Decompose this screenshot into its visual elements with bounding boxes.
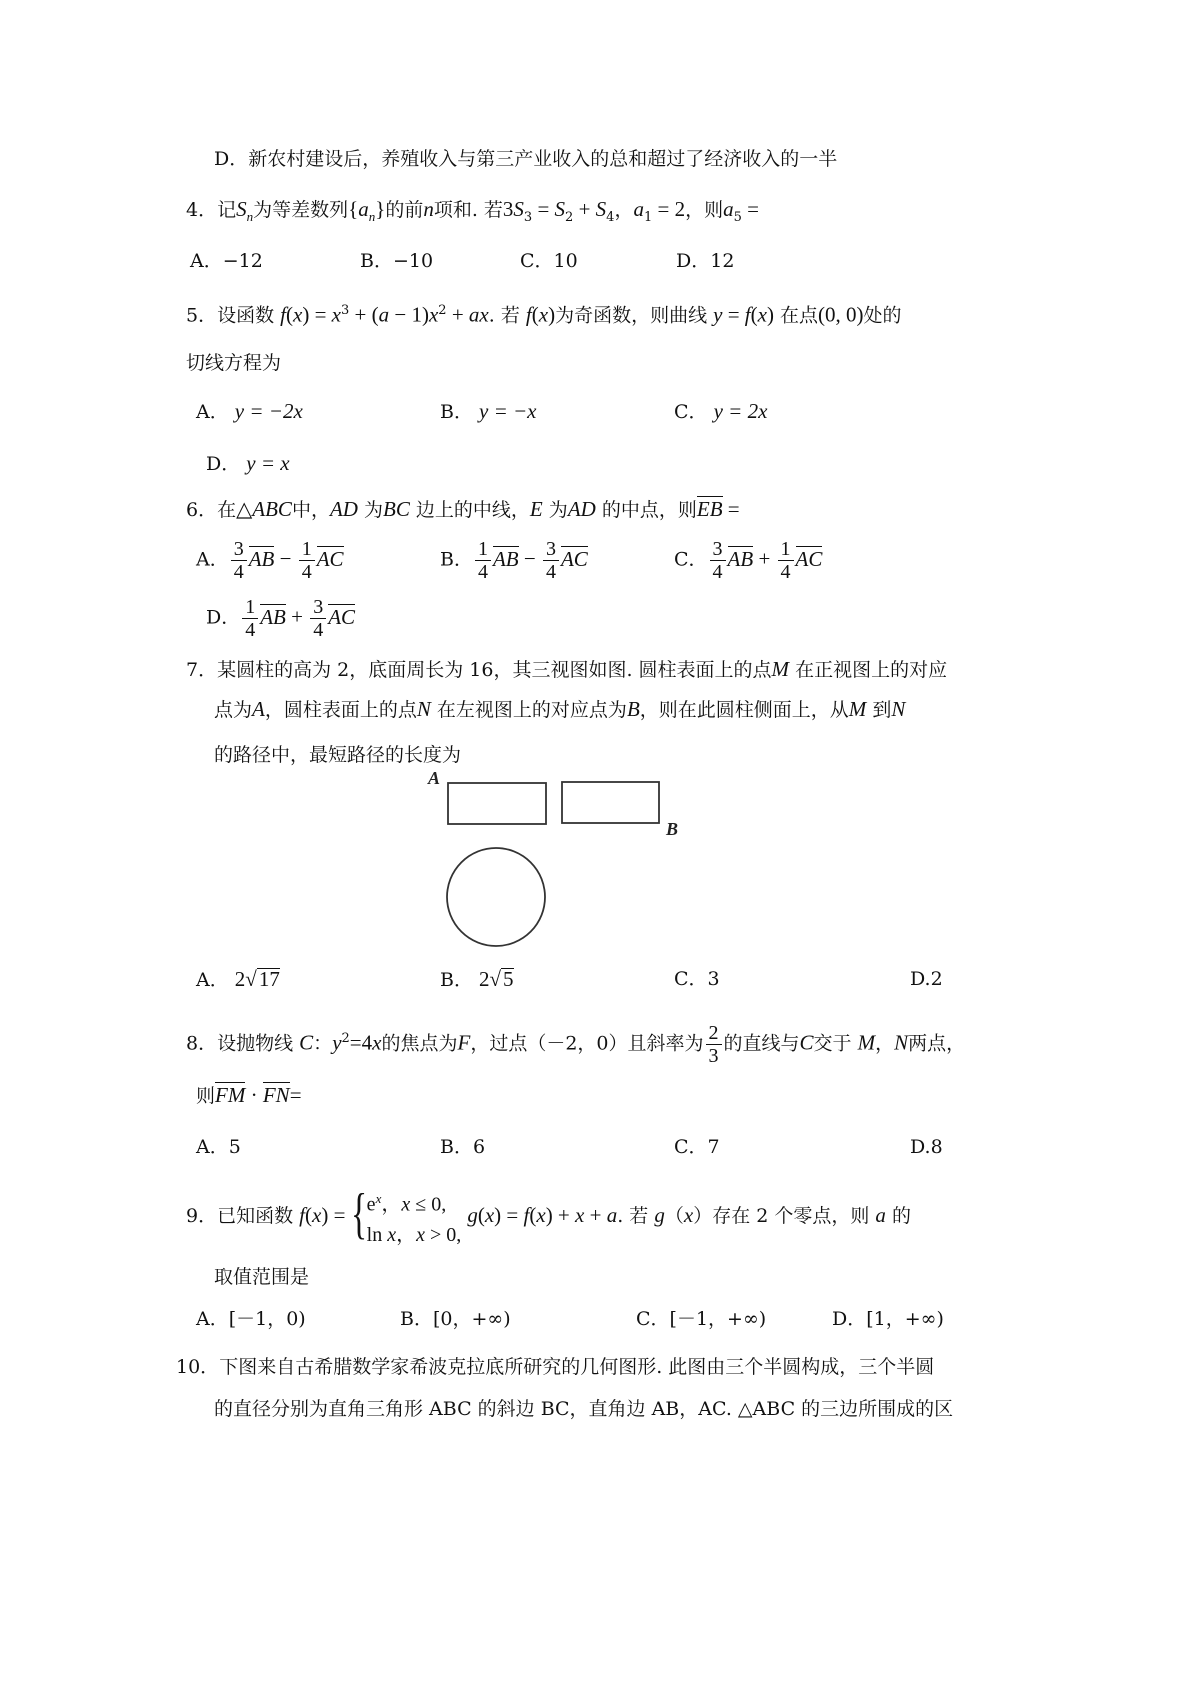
q9-text: （: [664, 1204, 684, 1227]
q6-text: 边上的中线，: [415, 499, 530, 521]
q7-option-c[interactable]: C．3: [674, 968, 720, 990]
q5-text: 在点: [780, 304, 819, 327]
q5-option-a-label: A．: [196, 401, 229, 423]
q7-option-d[interactable]: D.2: [910, 968, 943, 990]
q5-number: 5．: [186, 304, 218, 327]
q4-stem: 4．记$S_n$为等差数列$\{a_n\}$的前n项和. 若$3S_3 = S_2 + S_4$，$a_1 = 2$，则$a_5$ =: [186, 197, 759, 225]
side-view-rect: [562, 782, 659, 823]
top-view-circle: [447, 848, 545, 946]
q4-text: ，则: [685, 199, 724, 221]
q6-text: 为: [364, 499, 384, 521]
q5-option-b-label: B．: [440, 401, 473, 423]
q9-text: 已知函数: [217, 1204, 294, 1227]
q9-option-c[interactable]: C．[－1，+∞): [636, 1308, 767, 1330]
q8-text: ：: [313, 1032, 333, 1055]
q7-option-a-radicand: 17: [258, 967, 280, 991]
q9-text: . 若: [617, 1204, 649, 1227]
q8-text: ，过点（－2，0）且斜率为: [470, 1032, 704, 1055]
q7-text: 某圆柱的高为 2，底面周长为 16，其三视图如图. 圆柱表面上的点: [217, 659, 772, 681]
q4-text: 的前: [385, 199, 424, 221]
q5-stem: 5．设函数 $f(x) = x^3 + (a - 1)x^2$ + ax. 若 f(x)为奇函数，则曲线 y = f(x) 在点(0, 0)处的: [186, 302, 902, 327]
q5-option-d-math: y = x: [246, 451, 290, 475]
q4-option-a[interactable]: A．−12: [190, 250, 263, 272]
q6-stem: 6．在△ABC中，AD 为BC 边上的中线，E 为AD 的中点，则EB =: [186, 497, 740, 521]
q8-text: 则: [196, 1085, 216, 1107]
q4-option-b[interactable]: B．−10: [360, 250, 434, 272]
q9-option-b[interactable]: B．[0，+∞): [400, 1308, 511, 1330]
q7-stem-line1: 7．某圆柱的高为 2，底面周长为 16，其三视图如图. 圆柱表面上的点M 在正视图上的对应: [186, 657, 948, 681]
q7-stem-line2: 点为A，圆柱表面上的点N 在左视图上的对应点为B，则在此圆柱侧面上，从M 到N: [214, 697, 906, 721]
q7-text: ，则在此圆柱侧面上，从: [639, 699, 849, 721]
q6-text: 的中点，则: [601, 499, 697, 521]
q6-option-d[interactable]: D． $\frac{1}{4}$ AB + $\frac{3}{4}$ AC: [206, 596, 356, 641]
q9-option-d[interactable]: D．[1，+∞): [832, 1308, 944, 1330]
q9-text: 的: [891, 1204, 911, 1227]
label-a: A: [428, 768, 441, 788]
q5-option-b-math: y = −x: [479, 399, 537, 423]
q8-text: 交于: [813, 1032, 852, 1055]
q4-text: ，: [614, 199, 634, 221]
front-view-rect: [448, 783, 546, 824]
q6-number: 6．: [186, 499, 218, 521]
q7-option-a-label: A．: [196, 969, 229, 991]
q7-stem-line3: 的路径中，最短路径的长度为: [214, 744, 462, 766]
q5-option-d[interactable]: [206, 450, 290, 477]
q5-option-a-math: y = −2x: [234, 399, 303, 423]
q7-option-b-label: B．: [440, 969, 473, 991]
q7-option-b-radicand: 5: [503, 967, 514, 991]
q6-text: 在: [217, 499, 237, 521]
q4-text: 记: [217, 199, 237, 221]
q6-option-c-label: C．: [674, 548, 708, 571]
q8-text: 的直线与: [723, 1032, 800, 1055]
q10-stem-line1: [176, 1354, 934, 1380]
q8-text: 设抛物线: [217, 1032, 294, 1055]
q8-option-d[interactable]: D.8: [910, 1136, 943, 1158]
label-b: B: [666, 819, 679, 839]
q8-line2: 则FM · FN=: [196, 1083, 302, 1107]
q5-text: 处的: [863, 304, 902, 327]
q7-option-b-coef: 2: [479, 967, 490, 991]
q5-option-c-math: y = 2x: [713, 399, 768, 423]
q5-option-c[interactable]: [674, 398, 767, 425]
q9-number: 9．: [186, 1204, 218, 1227]
q8-option-b[interactable]: B．6: [440, 1136, 486, 1158]
q5-line2: 切线方程为: [186, 352, 282, 374]
q5-option-b[interactable]: [440, 398, 537, 425]
three-view-figure: [420, 760, 680, 975]
q5-text: 为奇函数，则曲线: [555, 304, 708, 327]
q5-text: . 若: [488, 304, 520, 327]
q8-number: 8．: [186, 1032, 218, 1055]
q7-option-a-coef: 2: [234, 967, 246, 991]
q5-text: 设函数: [217, 304, 275, 327]
q9-option-a[interactable]: A．[－1，0): [196, 1308, 306, 1330]
q6-option-b[interactable]: B． $\frac{1}{4}$ AB − $\frac{3}{4}$ AC: [440, 538, 588, 583]
q6-option-a[interactable]: A． $\frac{3}{4}$ AB − $\frac{1}{4}$ AC: [196, 538, 344, 583]
q6-option-c[interactable]: C． $\frac{3}{4}$ AB + $\frac{1}{4}$ AC: [674, 538, 823, 583]
q4-text: 为等差数列: [253, 199, 349, 221]
q6-options-row1: [196, 538, 896, 588]
q6-option-a-label: A．: [196, 548, 229, 571]
q7-option-b[interactable]: B． 2√5: [440, 967, 514, 991]
q6-text: 中，: [291, 499, 330, 521]
q8-text: ，: [875, 1032, 895, 1055]
q7-text: 在正视图上的对应: [795, 659, 948, 681]
q8-option-a[interactable]: A．5: [196, 1136, 241, 1158]
q10-number: 10．: [176, 1356, 220, 1378]
q4-option-d[interactable]: D．12: [676, 250, 735, 272]
q10-text: 下图来自古希腊数学家希波克拉底所研究的几何图形. 此图由三个半圆构成，三个半圆: [219, 1356, 935, 1378]
q9-stem: 9．已知函数 f(x) = { $e^x$，x ≤ 0, ln x，x > 0, g(x) = f(x) + x + a. 若 g（x）存在 2 个零点，则 a 的: [186, 1184, 911, 1250]
q7-text: ，圆柱表面上的点: [264, 699, 417, 721]
q6-text: 为: [548, 499, 568, 521]
q8-text: 的焦点为: [381, 1032, 458, 1055]
q7-text: 在左视图上的对应点为: [436, 699, 627, 721]
q7-number: 7．: [186, 659, 218, 681]
piecewise-definition: { $e^x$，x ≤ 0, ln x，x > 0,: [350, 1183, 462, 1246]
q7-option-a[interactable]: A． 2√17: [196, 967, 280, 991]
q9-text: ）存在 2 个零点，则: [693, 1204, 870, 1227]
q4-option-c[interactable]: C．10: [520, 250, 578, 272]
q8-text: 两点，: [908, 1032, 966, 1055]
q4-number: 4．: [186, 199, 218, 221]
q5-option-c-label: C．: [674, 401, 708, 423]
q10-stem-line2: 的直径分别为直角三角形 ABC 的斜边 BC，直角边 AB，AC. △ABC 的三边所围成的区: [214, 1398, 954, 1420]
q7-text: 点为: [214, 699, 253, 721]
q3-option-d: D．新农村建设后，养殖收入与第三产业收入的总和超过了经济收入的一半: [214, 148, 838, 170]
q4-text: 项和. 若: [433, 199, 503, 221]
q6-option-b-label: B．: [440, 548, 473, 571]
q5-option-a[interactable]: [196, 398, 303, 425]
q9-line2: 取值范围是: [214, 1266, 310, 1288]
q8-option-c[interactable]: C．7: [674, 1136, 720, 1158]
q8-stem: 8．设抛物线 C：$y^2=4x$的焦点为F，过点（－2，0）且斜率为 $\frac{2}{3}$ 的直线与C交于 M，N两点，: [186, 1022, 966, 1067]
q6-option-d-label: D．: [206, 606, 241, 629]
q5-option-d-label: D．: [206, 453, 241, 475]
q7-text: 到: [872, 699, 892, 721]
